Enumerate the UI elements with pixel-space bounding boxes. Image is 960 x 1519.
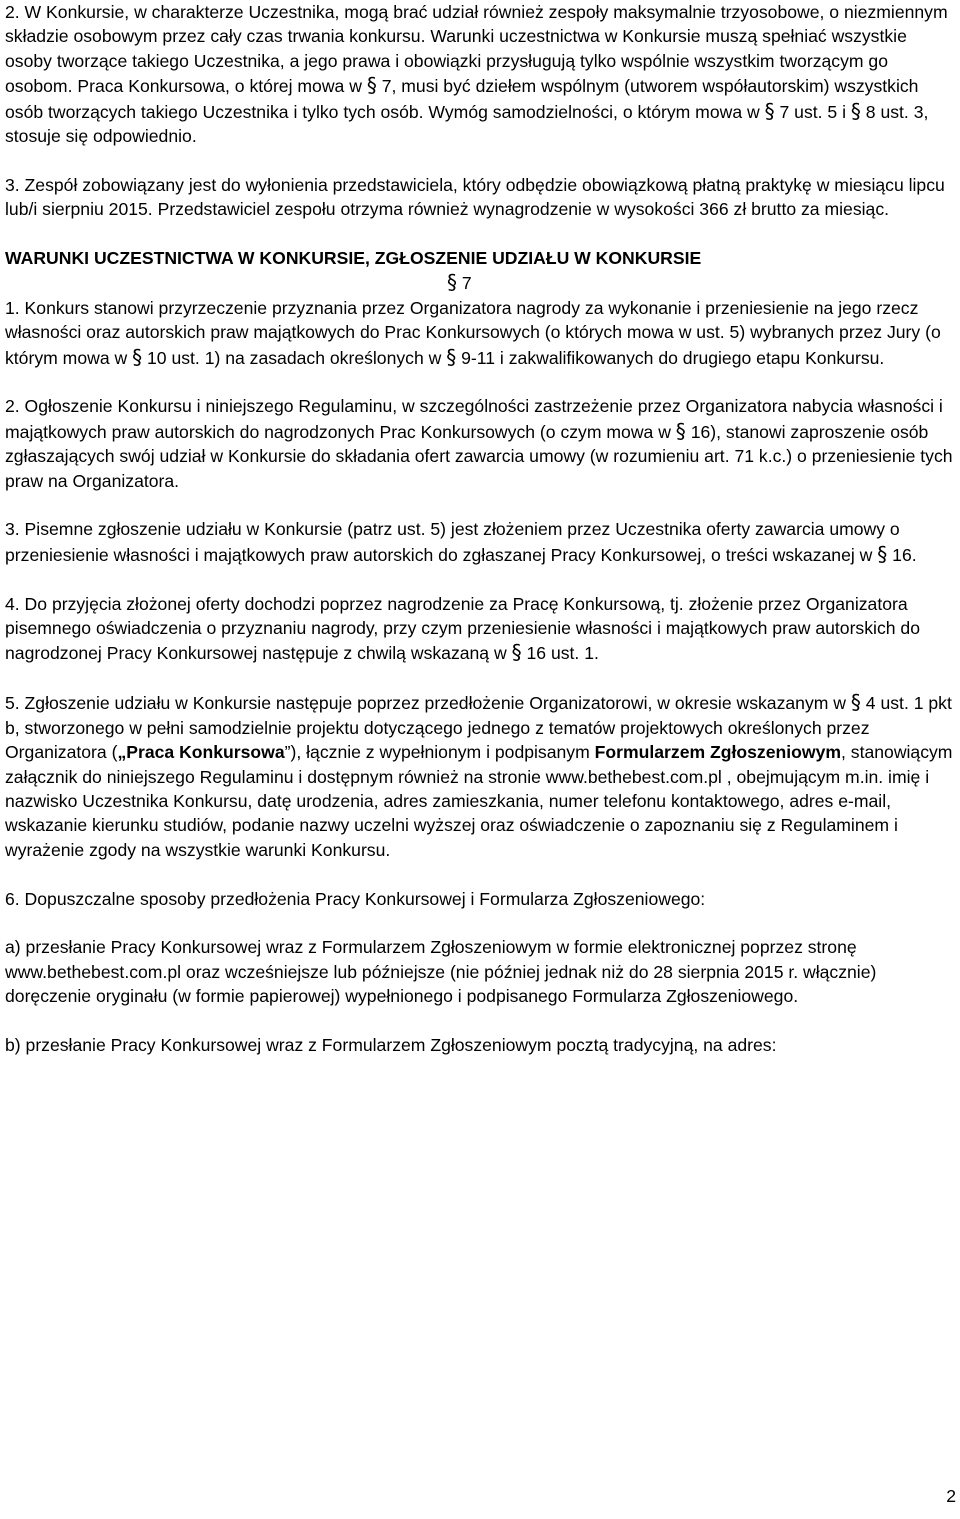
item-6: 6. Dopuszczalne sposoby przedłożenia Pracy Konkursowej i Formularza Zgłoszeniowego: — [5, 888, 706, 909]
section-sign: § — [850, 98, 861, 123]
paragraph-3: 3. Zespół zobowiązany jest do wyłonienia przedstawiciela, który odbędzie obowiązkową płatną praktykę w miesiącu lipcu lub/i sierpniu 2015. Przedstawiciel zespołu otrzyma również wynagrodzenie w wysokości 366 zł brutto za miesiąc. — [5, 174, 945, 220]
section-sign: § — [446, 344, 457, 369]
section-sign: § — [366, 73, 377, 98]
section-sign: § — [764, 98, 775, 123]
item-1: 1. Konkurs stanowi przyrzeczenie przyznania przez Organizatora nagrody za wykonanie i przeniesienie na jego rzecz własności oraz autorskich praw majątkowych do Prac Konkursowych (o których mowa w ust. 5) wybranych przez Jury (o którym mowa w § 10 ust. 1) na zasadach określonych w § 9-11 i zakwalifikowanych do drugiego etapu Konkursu. — [5, 297, 941, 369]
section-sign: § — [675, 418, 686, 443]
page-number: 2 — [946, 1486, 956, 1506]
section-sign: § — [132, 344, 143, 369]
item-2: 2. Ogłoszenie Konkursu i niniejszego Regulaminu, w szczególności zastrzeżenie przez Organizatora nabycia własności i majątkowych praw autorskich do nagrodzonych Prac Konkursowych (o czym mowa w § 16), stanowi zaproszenie osób zgłaszających swój udział w Konkursie do składania ofert zawarcia umowy (w rozumieniu art. 71 k.c.) o przeniesienie tych praw na Organizatora. — [5, 396, 953, 491]
item-4: 4. Do przyjęcia złożonej oferty dochodzi poprzez nagrodzenie za Pracę Konkursową, tj. złożenie przez Organizatora pisemnego oświadczenia o przyznaniu nagrody, przy czym przeniesienie własności i majątkowych praw autorskich do nagrodzonej Pracy Konkursowej następuje z chwilą wskazaną w § 16 ust. 1. — [5, 593, 920, 665]
item-3: 3. Pisemne zgłoszenie udziału w Konkursie (patrz ust. 5) jest złożeniem przez Uczestnika oferty zawarcia umowy o przeniesienie własności i majątkowych praw autorskich do zgłaszanej Pracy Konkursowej, o treści wskazanej w § 16. — [5, 519, 917, 566]
item-6a: a) przesłanie Pracy Konkursowej wraz z Formularzem Zgłoszeniowym w formie elektronicznej poprzez stronę www.bethebest.com.pl oraz wcześniejsze lub późniejsze (nie później jednak niż do 28 sierpnia 2015 r. włącznie) doręczenie oryginału (w formie papierowej) wypełnionego i podpisanego Formularza Zgłoszeniowego. — [5, 937, 877, 1007]
section-heading: WARUNKI UCZESTNICTWA W KONKURSIE, ZGŁOSZENIE UDZIAŁU W KONKURSIE — [5, 248, 702, 269]
section-number: § 7 — [447, 270, 472, 295]
paragraph-2: 2. W Konkursie, w charakterze Uczestnika, mogą brać udział również zespoły maksymalnie trzyosobowe, o niezmiennym składzie osobowym przez cały czas trwania konkursu. Warunki uczestnictwa w Konkursie muszą spełniać wszystkie osoby tworzące takiego Uczestnika, a jego prawa i obowiązki przysługują tylko wspólnie wszystkim tworzącym go osobom. Praca Konkursowa, o której mowa w § 7, musi być dziełem wspólnym (utworem współautorskim) wszystkich osób tworzących takiego Uczestnika i tylko tych osób. Wymóg samodzielności, o którym mowa w § 7 ust. 5 i § 8 ust. 3, stosuje się odpowiednio. — [5, 2, 948, 147]
section-sign: § — [447, 270, 457, 295]
item-6b: b) przesłanie Pracy Konkursowej wraz z Formularzem Zgłoszeniowym pocztą tradycyjną, na adres: — [5, 1034, 777, 1055]
section-sign: § — [511, 640, 522, 665]
document-page — [5, 0, 958, 1057]
item-5: 5. Zgłoszenie udziału w Konkursie następuje poprzez przedłożenie Organizatorowi, w okresie wskazanym w § 4 ust. 1 pkt b, stworzonego w pełni samodzielnie projektu dotyczącego jednego z tematów projektowych określonych przez Organizatora („Praca Konkursowa”), łącznie z wypełnionym i podpisanym Formularzem Zgłoszeniowym, stanowiącym załącznik do niniejszego Regulaminu i dostępnym również na stronie www.bethebest.com.pl , obejmującym m.in. imię i nazwisko Uczestnika Konkursu, datę urodzenia, adres zamieszkania, numer telefonu kontaktowego, adres e-mail, wskazanie kierunku studiów, podanie nazwy uczelni wyższej oraz oświadczenie o zapoznaniu się z Regulaminem i wyrażenie zgody na wszystkie warunki Konkursu. — [5, 690, 953, 860]
section-sign: § — [877, 541, 888, 566]
section-sign: § — [850, 690, 861, 715]
